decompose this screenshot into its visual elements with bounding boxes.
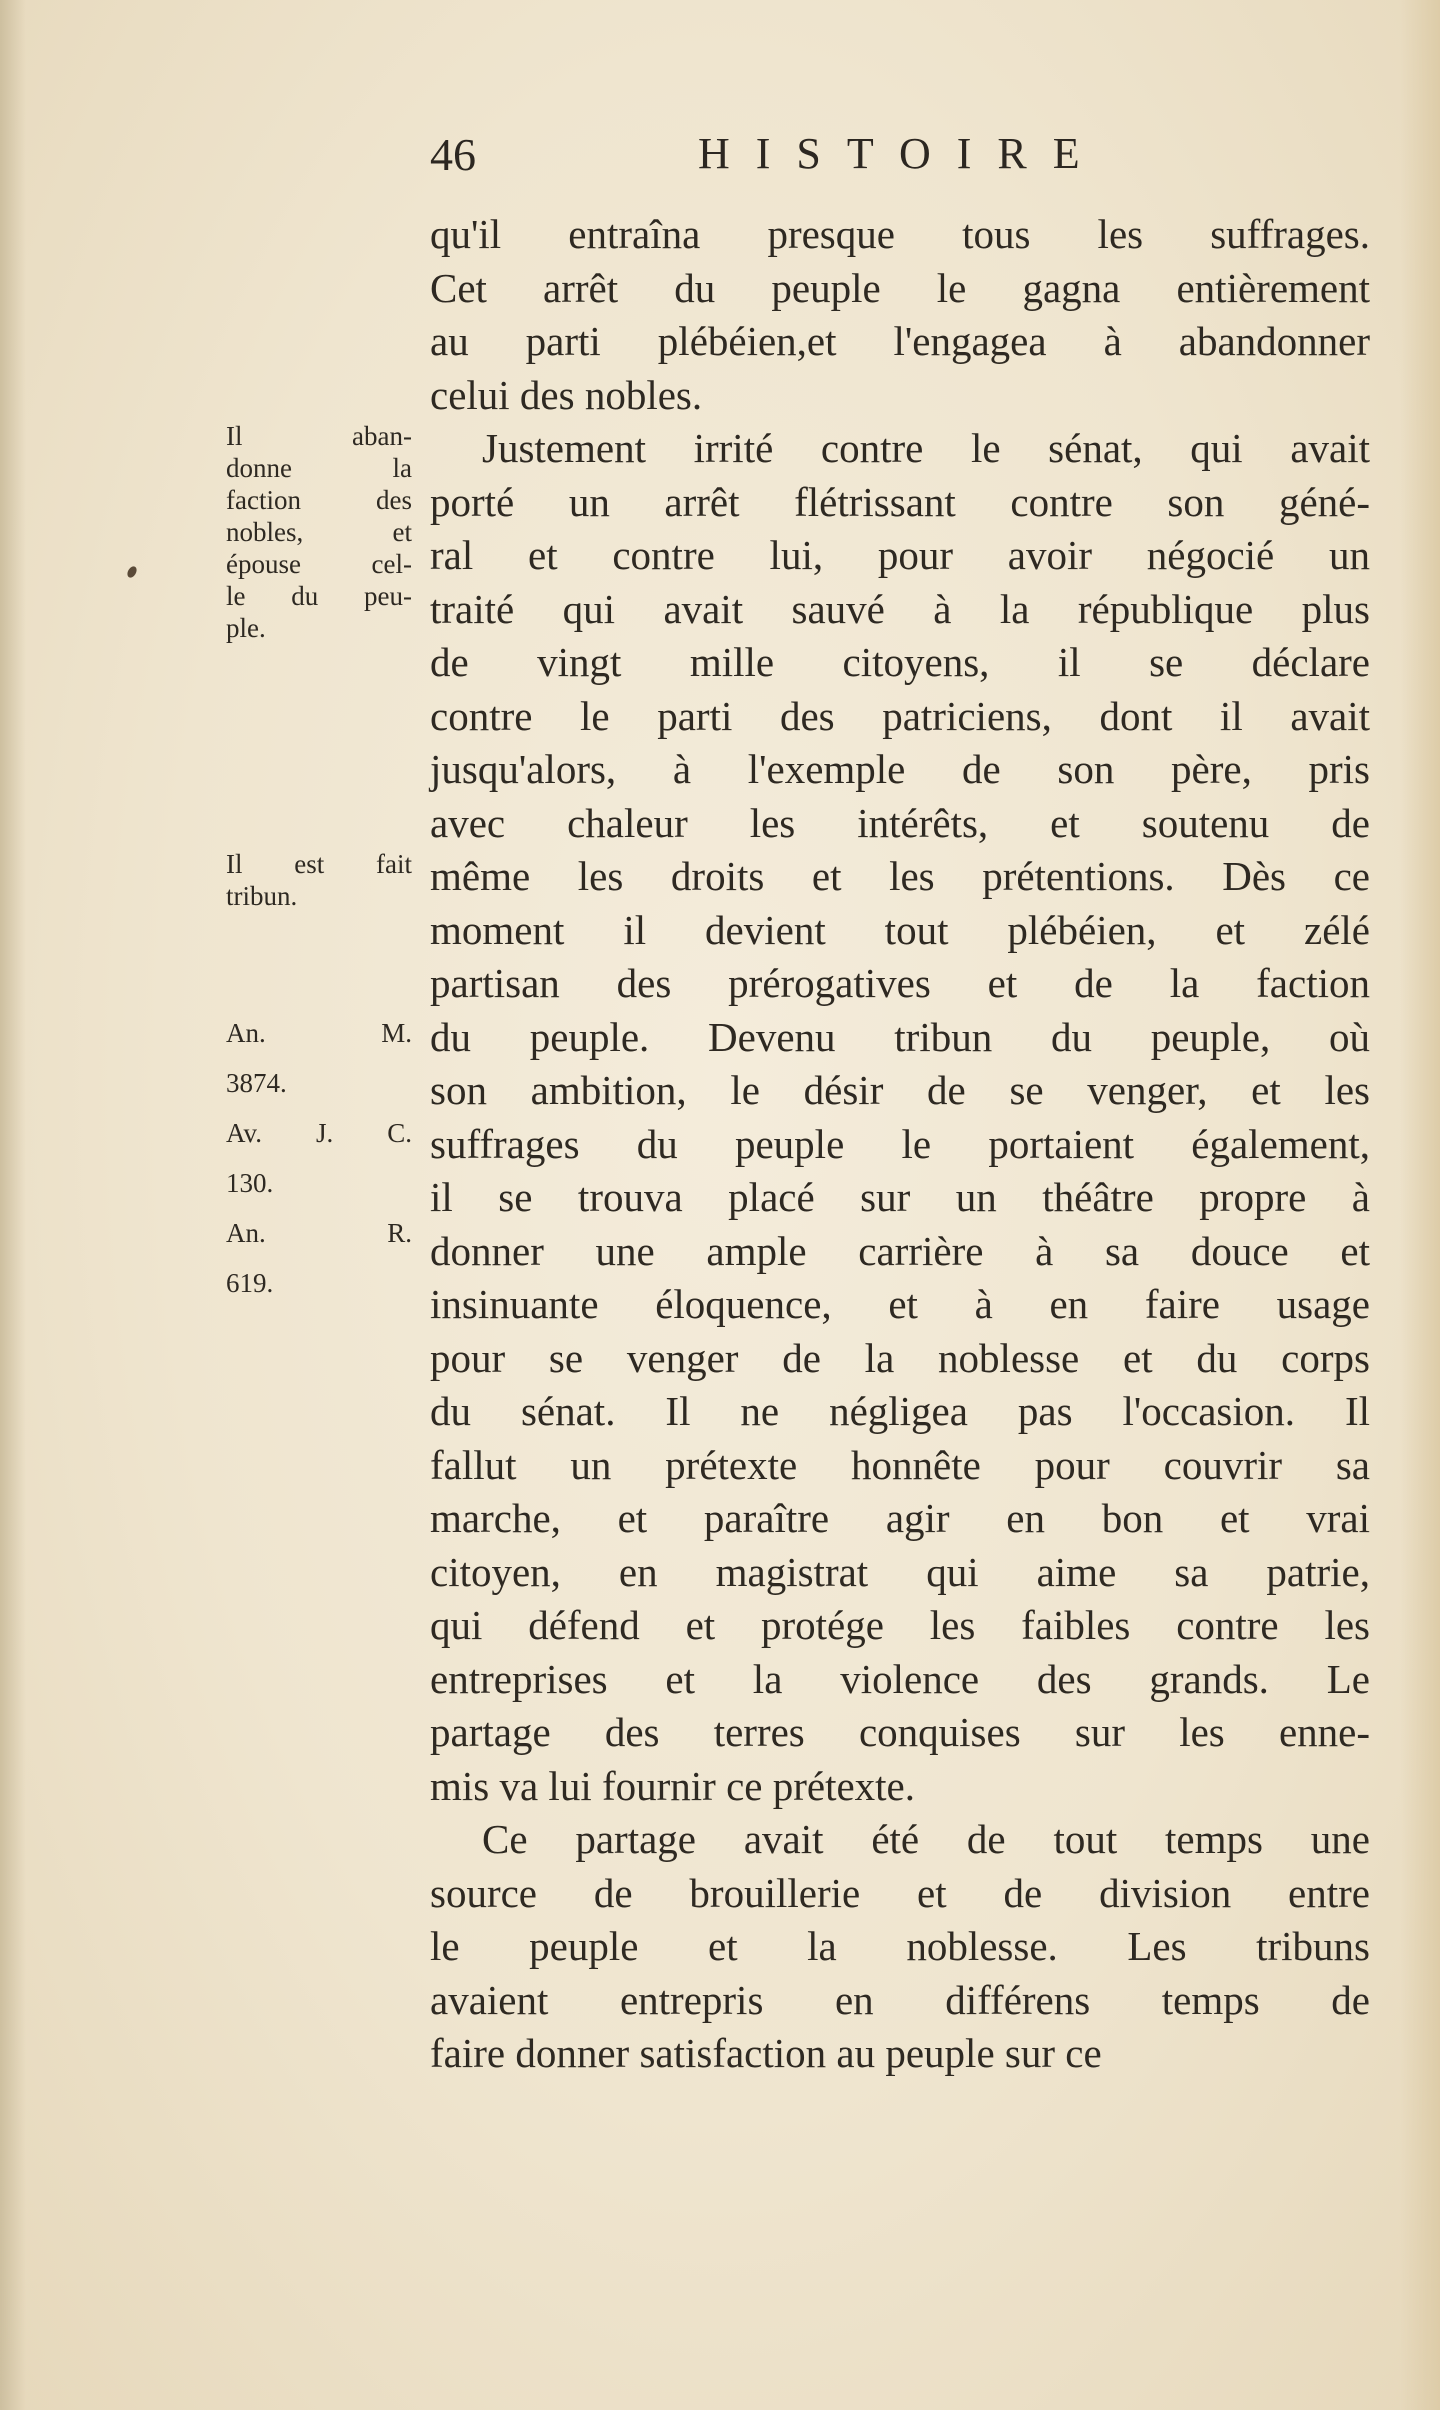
margin-note-line: tribun. <box>226 881 298 911</box>
text-line: il se trouva placé sur un théâtre propre à <box>430 1174 1370 1220</box>
text-line: pour se venger de la noblesse et du corps <box>430 1334 1370 1381</box>
gutter-shadow <box>0 0 26 2410</box>
text-line: mis va lui fournir ce prétexte. <box>430 1762 915 1809</box>
text-line: traité qui avait sauvé à la république plus <box>430 585 1370 632</box>
text-line: ral et contre lui, pour avoir négocié un <box>430 532 1370 578</box>
text-line: qui défend et protége les faibles contre les <box>430 1602 1370 1648</box>
text-line: porté un arrêt flétrissant contre son géné- <box>430 478 1370 525</box>
text-line: fallut un prétexte honnête pour couvrir sa <box>430 1441 1370 1488</box>
text-line: contre le parti des patriciens, dont il avait <box>430 692 1370 739</box>
text-line: celui des nobles. <box>430 371 703 418</box>
margin-note-line: Il est fait <box>226 849 412 879</box>
margin-note-line: Av. J. C. <box>226 1118 412 1148</box>
text-line: avaient entrepris en différens temps de <box>430 1976 1370 2023</box>
text-line: au parti plébéien,et l'engagea à abandonner <box>430 318 1370 364</box>
margin-note-line: 130. <box>226 1168 274 1198</box>
ink-speck <box>126 565 139 579</box>
text-line: qu'il entraîna presque tous les suffrages. <box>430 211 1370 257</box>
text-line: jusqu'alors, à l'exemple de son père, pris <box>430 746 1370 792</box>
text-line: du peuple. Devenu tribun du peuple, où <box>430 1013 1370 1060</box>
page-header <box>430 128 1390 188</box>
margin-note-line: nobles, et <box>226 517 412 547</box>
text-line: donner une ample carrière à sa douce et <box>430 1227 1370 1274</box>
margin-note-line: faction des <box>226 485 412 515</box>
text-line: de vingt mille citoyens, il se déclare <box>430 639 1370 685</box>
margin-note-line: ple. <box>226 613 266 643</box>
margin-note-line: donne la <box>226 453 412 483</box>
text-line: Ce partage avait été de tout temps une <box>482 1816 1370 1862</box>
text-line: marche, et paraître agir en bon et vrai <box>430 1495 1370 1541</box>
text-line: suffrages du peuple le portaient également, <box>430 1120 1370 1167</box>
text-line: le peuple et la noblesse. Les tribuns <box>430 1923 1370 1969</box>
text-line: source de brouillerie et de division entre <box>430 1869 1370 1916</box>
margin-note-line: An. M. <box>226 1018 412 1048</box>
margin-note-faction <box>226 420 412 644</box>
text-line: même les droits et les prétentions. Dès ce <box>430 853 1370 899</box>
margin-note-line: 3874. <box>226 1068 287 1098</box>
page-edge-shadow <box>1400 0 1440 2410</box>
text-line: entreprises et la violence des grands. Le <box>430 1655 1370 1702</box>
running-title: HISTOIRE <box>698 129 1106 178</box>
text-line: faire donner satisfaction au peuple sur ce <box>430 2030 1102 2076</box>
text-line: citoyen, en magistrat qui aime sa patrie, <box>430 1548 1370 1595</box>
margin-note-line: épouse cel- <box>226 549 412 579</box>
text-line: avec chaleur les intérêts, et soutenu de <box>430 799 1370 846</box>
body-text <box>430 208 1370 2081</box>
text-line: moment il devient tout plébéien, et zélé <box>430 906 1370 953</box>
text-line: insinuante éloquence, et à en faire usage <box>430 1281 1370 1327</box>
text-line: partisan des prérogatives et de la faction <box>430 960 1370 1006</box>
margin-note-tribun <box>226 848 412 912</box>
margin-note-line: An. R. <box>226 1218 412 1248</box>
text-line: son ambition, le désir de se venger, et les <box>430 1067 1370 1113</box>
page-number: 46 <box>430 129 476 180</box>
text-line: du sénat. Il ne négligea pas l'occasion. Il <box>430 1388 1370 1434</box>
margin-note-dates <box>226 1008 412 1308</box>
margin-note-line: le du peu- <box>226 581 412 611</box>
margin-note-line: 619. <box>226 1268 274 1298</box>
text-line: Justement irrité contre le sénat, qui avait <box>482 425 1370 471</box>
margin-note-line: Il aban- <box>226 421 412 451</box>
text-line: partage des terres conquises sur les enne- <box>430 1709 1370 1755</box>
text-line: Cet arrêt du peuple le gagna entièrement <box>430 264 1370 311</box>
